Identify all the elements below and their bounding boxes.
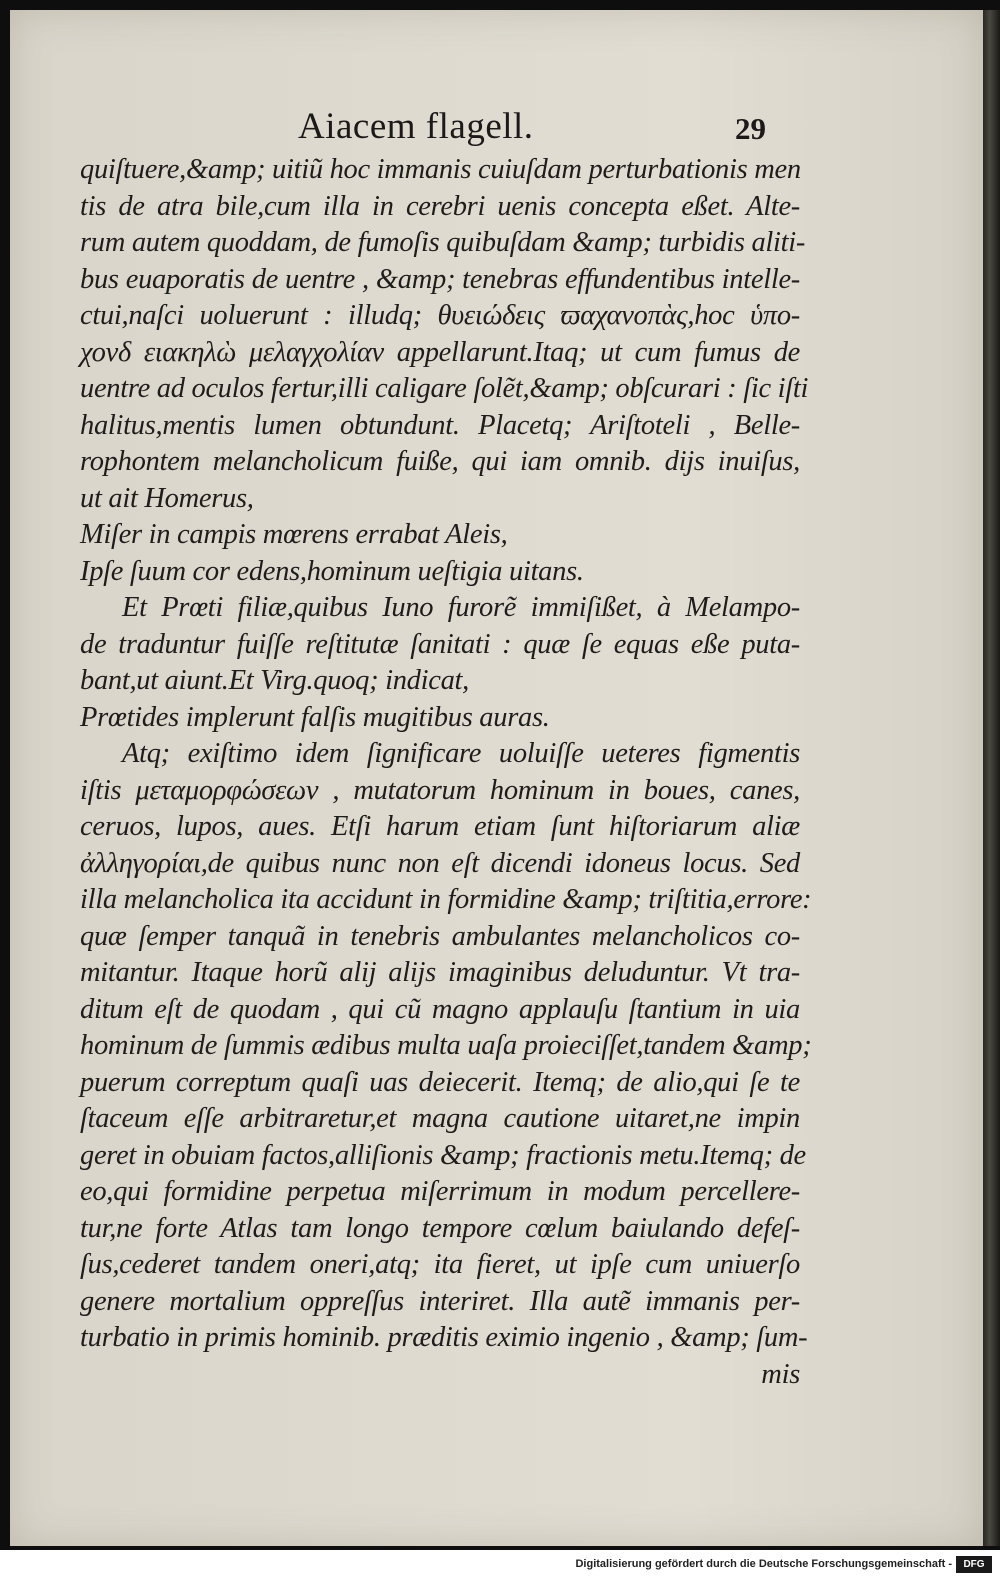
text-line: turbatio in primis hominib. præditis eximio ingenio , &amp; ſum- [80,1322,808,1353]
body-text [80,152,812,1393]
text-line: quæ ſemper tanquã in tenebris ambulantes melancholicos co- [80,920,800,952]
text-line: ſtaceum eſſe arbitraretur,et magna cautione uitaret,ne impin [80,1103,800,1134]
page-header [10,105,983,155]
text-line: quiſtuere,&amp; uitiũ hoc immanis cuiuſdam perturbationis men [80,154,801,185]
text-line: hominum de ſummis ædibus multa uaſa proieciſſet,tandem &amp; [80,1030,812,1061]
text-line: ut ait Homerus, [80,482,254,514]
text-line: geret in obuiam factos,alliſionis &amp; fractionis metu.Itemq; de [80,1139,806,1171]
page-number: 29 [735,111,766,146]
text-line: Et Prœti filiæ,quibus Iuno furorẽ immiſißet, à Melampo- [122,592,800,623]
verse-line: Prœtides implerunt falſis mugitibus auras. [80,701,550,733]
text-line: iſtis μεταμορφώσεων , mutatorum hominum in boues, canes, [80,774,800,806]
text-line: χονδ ειακηλὼ μελαγχολίαν appellarunt.Itaq; ut cum fumus de [80,336,800,368]
text-line: genere mortalium oppreſſus interiret. Illa autẽ immanis per- [80,1285,800,1317]
book-page [10,10,983,1546]
text-line: ſus,cederet tandem oneri,atq; ita fieret, ut ipſe cum uniuerſo [80,1249,800,1280]
text-line: ctui,naſci uoluerunt : illudq; θυειώδεις ϖαχανοπὰς,hoc ὑπο- [80,300,800,331]
text-line: ceruos, lupos, aues. Etſi harum etiam ſunt hiſtoriarum aliæ [80,811,800,842]
text-line: puerum correptum quaſi uas deiecerit. Itemq; de alio,qui ſe te [80,1066,800,1098]
text-line: tur,ne forte Atlas tam longo tempore cœlum baiulando defeſ- [80,1212,800,1244]
text-line: illa melancholica ita accidunt in formidine &amp; triſtitia,errore: [80,884,812,915]
text-line: tis de atra bile,cum illa in cerebri uenis concepta eßet. Alte- [80,190,800,222]
dfg-logo: DFG [956,1556,992,1573]
page-edge [983,10,1000,1546]
text-line: rum autem quoddam, de fumoſis quibuſdam &amp; turbidis aliti- [80,227,806,258]
text-line: bant,ut aiunt.Et Virg.quoq; indicat, [80,665,469,696]
text-line: uentre ad oculos fertur,illi caligare ſolẽt,&amp; obſcurari : ſic iſti [80,373,809,404]
text-line: ditum eſt de quodam , qui cũ magno applauſu ſtantium in uia [80,993,800,1025]
verse-line: Ipſe ſuum cor edens,hominum ueſtigia uitans. [80,555,584,587]
catchword: mis [761,1358,800,1390]
funding-credit: Digitalisierung gefördert durch die Deutsche Forschungsgemeinschaft - [575,1558,952,1570]
text-line: bus euaporatis de uentre , &amp; tenebras effundentibus intelle- [80,263,800,295]
running-head: Aiacem flagell. [298,106,534,147]
text-line: Atq; exiſtimo idem ſignificare uoluiſſe ueteres figmentis [122,738,800,769]
text-line: de traduntur fuiſſe reſtitutæ ſanitati : quæ ſe equas eße puta- [80,628,800,660]
text-line: ἀλληγορίαι,de quibus nunc non eſt dicendi idoneus locus. Sed [80,847,800,879]
text-line: rophontem melancholicum fuiße, qui iam omnib. dijs inuiſus, [80,446,800,477]
text-line: halitus,mentis lumen obtundunt. Placetq; Ariſtoteli , Belle- [80,409,800,441]
verse-line: Miſer in campis mœrens errabat Aleis, [80,519,508,550]
text-line: eo,qui formidine perpetua miſerrimum in modum percellere- [80,1176,800,1207]
text-line: mitantur. Itaque horũ alij alijs imaginibus deluduntur. Vt tra- [80,957,800,988]
digitization-footer [0,1550,1000,1582]
